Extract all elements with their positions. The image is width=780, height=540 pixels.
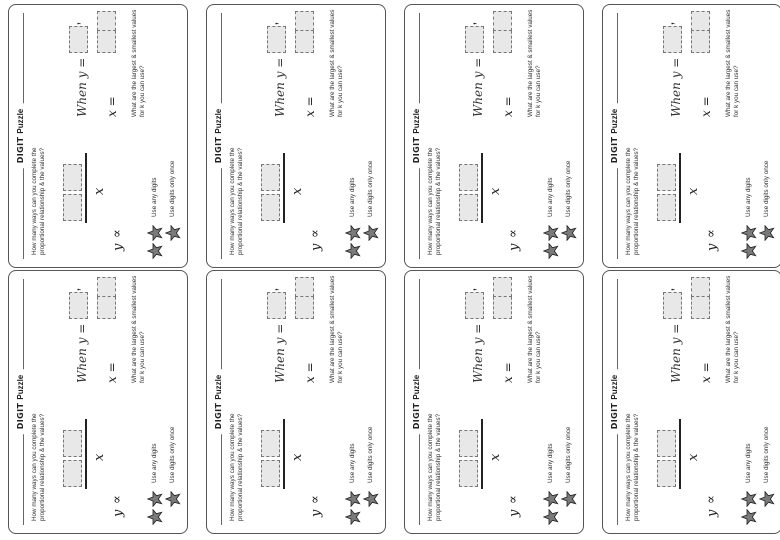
comma: , bbox=[269, 288, 280, 291]
header-puzzle-text: Puzzle bbox=[610, 108, 619, 134]
proportional-symbol: ∝ bbox=[704, 495, 719, 504]
x-value-box-2[interactable] bbox=[493, 277, 512, 297]
hint-digits-once: Use digits only once bbox=[367, 160, 374, 217]
y-value-box[interactable] bbox=[465, 26, 484, 53]
card-frame bbox=[8, 4, 188, 268]
y-value-box[interactable] bbox=[267, 26, 286, 53]
when-y-label: When y = bbox=[669, 323, 683, 383]
y-value-box[interactable] bbox=[69, 26, 88, 53]
proportional-symbol: ∝ bbox=[506, 495, 521, 504]
header-puzzle-text: Puzzle bbox=[412, 108, 421, 134]
hint-digits-once: Use digits only once bbox=[169, 160, 176, 217]
star-icon bbox=[345, 491, 361, 507]
x-value-box-2[interactable] bbox=[493, 11, 512, 31]
fraction-x: x bbox=[92, 187, 107, 195]
hint-digits-once: Use digits only once bbox=[565, 160, 572, 217]
puzzle-card bbox=[404, 4, 584, 268]
fraction-bar bbox=[283, 153, 285, 223]
hint-any-digits: Use any digits bbox=[349, 443, 356, 483]
x-value-box-2[interactable] bbox=[295, 277, 314, 297]
star-icon bbox=[363, 225, 379, 241]
fraction-bar bbox=[283, 419, 285, 489]
card-slot-6 bbox=[206, 4, 386, 268]
fraction-bar bbox=[481, 419, 483, 489]
card-frame bbox=[602, 4, 780, 268]
fraction-x: x bbox=[92, 453, 107, 461]
card-header bbox=[412, 370, 421, 435]
card-header bbox=[610, 370, 619, 435]
x-equals-label: x = bbox=[303, 362, 317, 383]
fraction-x: x bbox=[488, 453, 503, 461]
variable-y: y bbox=[309, 509, 324, 517]
header-digit-text: DIGIT bbox=[16, 136, 25, 164]
header-digit-text: DIGIT bbox=[412, 136, 421, 164]
difficulty-stars bbox=[345, 219, 385, 259]
question-left: How many ways can you complete the proportional relationship & the values? bbox=[427, 413, 442, 521]
proportional-expression bbox=[655, 111, 725, 251]
numerator-digit-box-2[interactable] bbox=[63, 430, 82, 457]
fraction-x: x bbox=[290, 453, 305, 461]
when-y-label: When y = bbox=[273, 323, 287, 383]
x-value-box-2[interactable] bbox=[691, 11, 710, 31]
y-value-box[interactable] bbox=[663, 292, 682, 319]
hint-any-digits: Use any digits bbox=[151, 443, 158, 483]
proportional-expression bbox=[655, 377, 725, 517]
x-equals-label: x = bbox=[699, 362, 713, 383]
hint-digits-once: Use digits only once bbox=[763, 426, 770, 483]
numerator-digit-box-1[interactable] bbox=[459, 194, 478, 221]
star-icon bbox=[147, 243, 163, 259]
numerator-digit-box-2[interactable] bbox=[459, 164, 478, 191]
header-puzzle-text: Puzzle bbox=[214, 374, 223, 400]
when-y-label: When y = bbox=[471, 57, 485, 117]
numerator-digit-box-2[interactable] bbox=[261, 430, 280, 457]
y-value-box[interactable] bbox=[663, 26, 682, 53]
comma: , bbox=[71, 288, 82, 291]
question-left: How many ways can you complete the proportional relationship & the values? bbox=[625, 147, 640, 255]
question-left: How many ways can you complete the proportional relationship & the values? bbox=[229, 147, 244, 255]
proportional-symbol: ∝ bbox=[110, 495, 125, 504]
x-equals-label: x = bbox=[303, 96, 317, 117]
x-value-box-2[interactable] bbox=[295, 11, 314, 31]
when-y-label: When y = bbox=[75, 323, 89, 383]
x-value-box-2[interactable] bbox=[691, 277, 710, 297]
star-icon bbox=[147, 225, 163, 241]
y-value-box[interactable] bbox=[465, 292, 484, 319]
star-icon bbox=[759, 225, 775, 241]
difficulty-stars bbox=[741, 485, 780, 525]
fraction-x: x bbox=[686, 187, 701, 195]
variable-y: y bbox=[507, 509, 522, 517]
comma: , bbox=[467, 288, 478, 291]
header-puzzle-text: Puzzle bbox=[610, 374, 619, 400]
difficulty-stars bbox=[741, 219, 780, 259]
difficulty-stars bbox=[147, 485, 187, 525]
star-icon bbox=[561, 491, 577, 507]
hint-digits-once: Use digits only once bbox=[367, 426, 374, 483]
fraction-bar bbox=[85, 419, 87, 489]
numerator-digit-box-1[interactable] bbox=[459, 460, 478, 487]
question-right: What are the largest & smallest values for k you can use? bbox=[131, 275, 146, 383]
star-icon bbox=[345, 509, 361, 525]
comma: , bbox=[665, 22, 676, 25]
puzzle-card bbox=[602, 4, 780, 268]
x-equals-label: x = bbox=[105, 96, 119, 117]
variable-y: y bbox=[705, 243, 720, 251]
comma: , bbox=[665, 288, 676, 291]
hint-digits-once: Use digits only once bbox=[763, 160, 770, 217]
star-icon bbox=[147, 509, 163, 525]
numerator-digit-box-2[interactable] bbox=[459, 430, 478, 457]
question-left: How many ways can you complete the proportional relationship & the values? bbox=[229, 413, 244, 521]
header-digit-text: DIGIT bbox=[412, 402, 421, 430]
header-puzzle-text: Puzzle bbox=[412, 374, 421, 400]
hint-any-digits: Use any digits bbox=[151, 177, 158, 217]
y-value-box[interactable] bbox=[267, 292, 286, 319]
when-y-label: When y = bbox=[471, 323, 485, 383]
proportional-symbol: ∝ bbox=[506, 229, 521, 238]
card-frame bbox=[602, 270, 780, 534]
star-icon bbox=[543, 225, 559, 241]
question-right: What are the largest & smallest values for k you can use? bbox=[329, 275, 344, 383]
star-icon bbox=[543, 509, 559, 525]
when-y-label: When y = bbox=[75, 57, 89, 117]
numerator-digit-box-1[interactable] bbox=[261, 194, 280, 221]
comma: , bbox=[71, 22, 82, 25]
x-equals-label: x = bbox=[501, 96, 515, 117]
fraction-x: x bbox=[290, 187, 305, 195]
proportional-expression bbox=[457, 377, 527, 517]
hint-digits-once: Use digits only once bbox=[169, 426, 176, 483]
card-slot-4 bbox=[602, 270, 780, 534]
header-puzzle-text: Puzzle bbox=[16, 374, 25, 400]
puzzle-card bbox=[206, 270, 386, 534]
header-digit-text: DIGIT bbox=[16, 402, 25, 430]
puzzle-card bbox=[8, 270, 188, 534]
proportional-expression bbox=[457, 111, 527, 251]
card-slot-7 bbox=[404, 4, 584, 268]
card-header bbox=[214, 104, 223, 169]
card-frame bbox=[404, 270, 584, 534]
star-icon bbox=[741, 509, 757, 525]
card-frame bbox=[206, 4, 386, 268]
question-right: What are the largest & smallest values for k you can use? bbox=[131, 9, 146, 117]
numerator-digit-box-1[interactable] bbox=[657, 194, 676, 221]
numerator-digit-box-2[interactable] bbox=[261, 164, 280, 191]
difficulty-stars bbox=[543, 219, 583, 259]
star-icon bbox=[345, 243, 361, 259]
header-puzzle-text: Puzzle bbox=[16, 108, 25, 134]
star-icon bbox=[165, 225, 181, 241]
question-right: What are the largest & smallest values for k you can use? bbox=[527, 275, 542, 383]
puzzle-card bbox=[602, 270, 780, 534]
card-slot-2 bbox=[206, 270, 386, 534]
card-header bbox=[412, 104, 421, 169]
hint-any-digits: Use any digits bbox=[547, 177, 554, 217]
card-header bbox=[16, 104, 25, 169]
star-icon bbox=[561, 225, 577, 241]
header-digit-text: DIGIT bbox=[214, 402, 223, 430]
when-y-label: When y = bbox=[273, 57, 287, 117]
question-left: How many ways can you complete the proportional relationship & the values? bbox=[31, 413, 46, 521]
difficulty-stars bbox=[543, 485, 583, 525]
x-value-box-2[interactable] bbox=[97, 11, 116, 31]
difficulty-stars bbox=[345, 485, 385, 525]
star-icon bbox=[165, 491, 181, 507]
numerator-digit-box-1[interactable] bbox=[63, 460, 82, 487]
star-icon bbox=[741, 243, 757, 259]
fraction-bar bbox=[679, 419, 681, 489]
y-value-box[interactable] bbox=[69, 292, 88, 319]
hint-any-digits: Use any digits bbox=[745, 177, 752, 217]
header-puzzle-text: Puzzle bbox=[214, 108, 223, 134]
x-value-box-2[interactable] bbox=[97, 277, 116, 297]
hint-digits-once: Use digits only once bbox=[565, 426, 572, 483]
variable-y: y bbox=[309, 243, 324, 251]
card-slot-3 bbox=[404, 270, 584, 534]
question-left: How many ways can you complete the proportional relationship & the values? bbox=[31, 147, 46, 255]
card-header bbox=[610, 104, 619, 169]
numerator-digit-box-1[interactable] bbox=[63, 194, 82, 221]
card-header bbox=[214, 370, 223, 435]
puzzle-card bbox=[404, 270, 584, 534]
proportional-expression bbox=[61, 111, 131, 251]
star-icon bbox=[741, 491, 757, 507]
numerator-digit-box-2[interactable] bbox=[63, 164, 82, 191]
when-y-label: When y = bbox=[669, 57, 683, 117]
numerator-digit-box-1[interactable] bbox=[657, 460, 676, 487]
card-header bbox=[16, 370, 25, 435]
hint-any-digits: Use any digits bbox=[745, 443, 752, 483]
fraction-bar bbox=[481, 153, 483, 223]
star-icon bbox=[543, 491, 559, 507]
question-right: What are the largest & smallest values for k you can use? bbox=[329, 9, 344, 117]
comma: , bbox=[269, 22, 280, 25]
comma: , bbox=[467, 22, 478, 25]
fraction-x: x bbox=[488, 187, 503, 195]
star-icon bbox=[759, 491, 775, 507]
card-slot-1 bbox=[8, 270, 188, 534]
card-frame bbox=[206, 270, 386, 534]
variable-y: y bbox=[507, 243, 522, 251]
numerator-digit-box-2[interactable] bbox=[657, 164, 676, 191]
proportional-symbol: ∝ bbox=[308, 495, 323, 504]
numerator-digit-box-1[interactable] bbox=[261, 460, 280, 487]
question-right: What are the largest & smallest values for k you can use? bbox=[725, 9, 740, 117]
hint-any-digits: Use any digits bbox=[547, 443, 554, 483]
numerator-digit-box-2[interactable] bbox=[657, 430, 676, 457]
proportional-expression bbox=[259, 111, 329, 251]
puzzle-card bbox=[206, 4, 386, 268]
star-icon bbox=[345, 225, 361, 241]
proportional-expression bbox=[61, 377, 131, 517]
x-equals-label: x = bbox=[105, 362, 119, 383]
puzzle-card bbox=[8, 4, 188, 268]
proportional-symbol: ∝ bbox=[110, 229, 125, 238]
proportional-symbol: ∝ bbox=[704, 229, 719, 238]
fraction-bar bbox=[85, 153, 87, 223]
question-left: How many ways can you complete the proportional relationship & the values? bbox=[625, 413, 640, 521]
card-slot-8 bbox=[602, 4, 780, 268]
star-icon bbox=[543, 243, 559, 259]
card-frame bbox=[8, 270, 188, 534]
proportional-symbol: ∝ bbox=[308, 229, 323, 238]
variable-y: y bbox=[111, 509, 126, 517]
hint-any-digits: Use any digits bbox=[349, 177, 356, 217]
star-icon bbox=[363, 491, 379, 507]
fraction-bar bbox=[679, 153, 681, 223]
fraction-x: x bbox=[686, 453, 701, 461]
card-slot-5 bbox=[8, 4, 188, 268]
question-right: What are the largest & smallest values for k you can use? bbox=[725, 275, 740, 383]
header-digit-text: DIGIT bbox=[610, 136, 619, 164]
header-digit-text: DIGIT bbox=[610, 402, 619, 430]
question-right: What are the largest & smallest values for k you can use? bbox=[527, 9, 542, 117]
card-frame bbox=[404, 4, 584, 268]
proportional-expression bbox=[259, 377, 329, 517]
header-digit-text: DIGIT bbox=[214, 136, 223, 164]
question-left: How many ways can you complete the proportional relationship & the values? bbox=[427, 147, 442, 255]
x-equals-label: x = bbox=[501, 362, 515, 383]
variable-y: y bbox=[705, 509, 720, 517]
star-icon bbox=[741, 225, 757, 241]
x-equals-label: x = bbox=[699, 96, 713, 117]
star-icon bbox=[147, 491, 163, 507]
difficulty-stars bbox=[147, 219, 187, 259]
variable-y: y bbox=[111, 243, 126, 251]
